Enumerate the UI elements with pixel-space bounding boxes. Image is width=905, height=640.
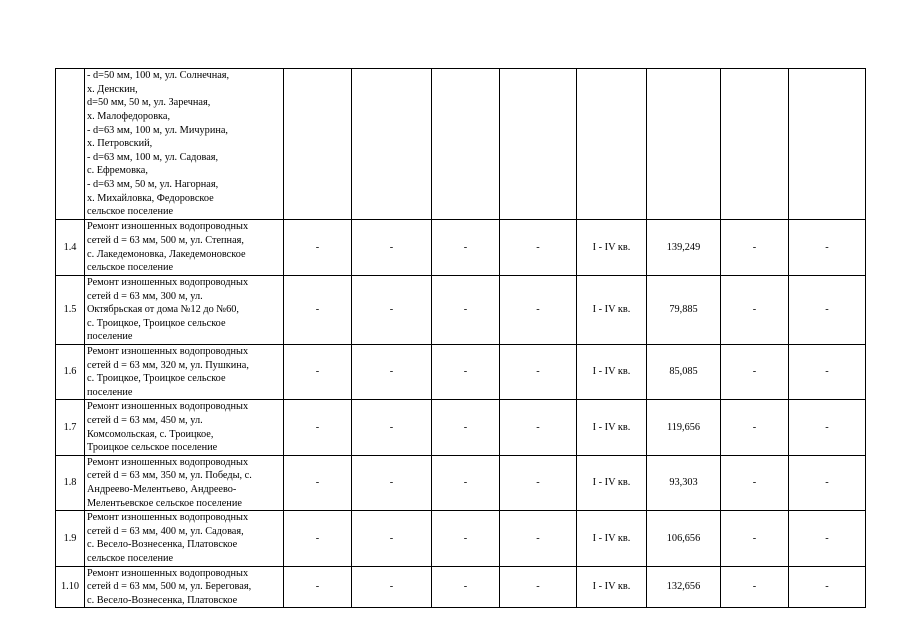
row-number-cell [56,69,85,220]
value-cell: - [789,400,866,455]
amount-cell: 93,303 [647,455,721,510]
value-cell: - [284,276,352,345]
work-description-cell: Ремонт изношенных водопроводных сетей d = 63 мм, 300 м, ул. Октябрьская от дома №12 до №60, с. Троицкое, Троицкое сельское поселение [85,276,284,345]
period-cell: I - IV кв. [577,566,647,608]
value-cell: - [352,276,432,345]
amount-cell: 79,885 [647,276,721,345]
period-cell: I - IV кв. [577,400,647,455]
row-number-cell: 1.9 [56,511,85,566]
value-cell: - [721,400,789,455]
period-cell: I - IV кв. [577,511,647,566]
amount-cell: 132,656 [647,566,721,608]
value-cell: - [432,345,500,400]
value-cell: - [352,400,432,455]
value-cell: - [352,220,432,276]
value-cell: - [352,455,432,510]
row-number-cell: 1.7 [56,400,85,455]
value-cell: - [789,511,866,566]
work-description-cell: Ремонт изношенных водопроводных сетей d = 63 мм, 320 м, ул. Пушкина, с. Троицкое, Троицкое сельское поселение [85,345,284,400]
amount-cell: 85,085 [647,345,721,400]
table-row [56,345,866,400]
value-cell: - [500,220,577,276]
value-cell: - [721,345,789,400]
empty-cell [647,69,721,220]
empty-cell [500,69,577,220]
value-cell: - [721,276,789,345]
value-cell: - [789,455,866,510]
value-cell: - [789,276,866,345]
period-cell: I - IV кв. [577,455,647,510]
empty-cell [577,69,647,220]
work-description-cell: Ремонт изношенных водопроводных сетей d = 63 мм, 400 м, ул. Садовая, с. Весело-Вознесенка, Платовское сельское поселение [85,511,284,566]
value-cell: - [500,276,577,345]
period-cell: I - IV кв. [577,345,647,400]
row-number-cell: 1.8 [56,455,85,510]
empty-cell [432,69,500,220]
empty-cell [789,69,866,220]
value-cell: - [284,511,352,566]
table-row [56,455,866,510]
value-cell: - [432,220,500,276]
period-cell: I - IV кв. [577,276,647,345]
table-row [56,400,866,455]
works-table [55,68,866,608]
empty-cell [352,69,432,220]
value-cell: - [500,345,577,400]
table-row [56,511,866,566]
value-cell: - [284,455,352,510]
value-cell: - [284,220,352,276]
value-cell: - [500,455,577,510]
row-number-cell: 1.6 [56,345,85,400]
value-cell: - [789,345,866,400]
value-cell: - [352,511,432,566]
table-row [56,220,866,276]
empty-cell [284,69,352,220]
work-description-cell: Ремонт изношенных водопроводных сетей d = 63 мм, 450 м, ул. Комсомольская, с. Троицкое, Троицкое сельское поселение [85,400,284,455]
value-cell: - [789,566,866,608]
table-row [56,566,866,608]
value-cell: - [500,400,577,455]
value-cell: - [352,345,432,400]
value-cell: - [432,566,500,608]
period-cell: I - IV кв. [577,220,647,276]
value-cell: - [432,511,500,566]
table-row-continuation [56,69,866,220]
value-cell: - [432,400,500,455]
row-number-cell: 1.5 [56,276,85,345]
value-cell: - [284,566,352,608]
value-cell: - [500,511,577,566]
amount-cell: 106,656 [647,511,721,566]
value-cell: - [721,220,789,276]
row-number-cell: 1.4 [56,220,85,276]
value-cell: - [789,220,866,276]
value-cell: - [432,276,500,345]
table-row [56,276,866,345]
amount-cell: 139,249 [647,220,721,276]
amount-cell: 119,656 [647,400,721,455]
row-number-cell: 1.10 [56,566,85,608]
value-cell: - [500,566,577,608]
value-cell: - [284,400,352,455]
value-cell: - [352,566,432,608]
value-cell: - [721,511,789,566]
work-description-cell: - d=50 мм, 100 м, ул. Солнечная, х. Денскин, d=50 мм, 50 м, ул. Заречная, х. Малофедоровка, - d=63 мм, 100 м, ул. Мичурина, х. Петровский, - d=63 мм, 100 м, ул. Садовая, с. Ефремовка, - d=63 мм, 50 м, ул. Нагорная, х. Михайловка, Федоровское сельское поселение [85,69,284,220]
value-cell: - [432,455,500,510]
value-cell: - [721,455,789,510]
work-description-cell: Ремонт изношенных водопроводных сетей d = 63 мм, 500 м, ул. Береговая, с. Весело-Вознесенка, Платовское [85,566,284,608]
work-description-cell: Ремонт изношенных водопроводных сетей d = 63 мм, 500 м, ул. Степная, с. Лакедемоновка, Лакедемоновское сельское поселение [85,220,284,276]
value-cell: - [721,566,789,608]
work-description-cell: Ремонт изношенных водопроводных сетей d = 63 мм, 350 м, ул. Победы, с. Андреево-Мелентьево, Андреево- Мелентьевское сельское поселение [85,455,284,510]
empty-cell [721,69,789,220]
value-cell: - [284,345,352,400]
